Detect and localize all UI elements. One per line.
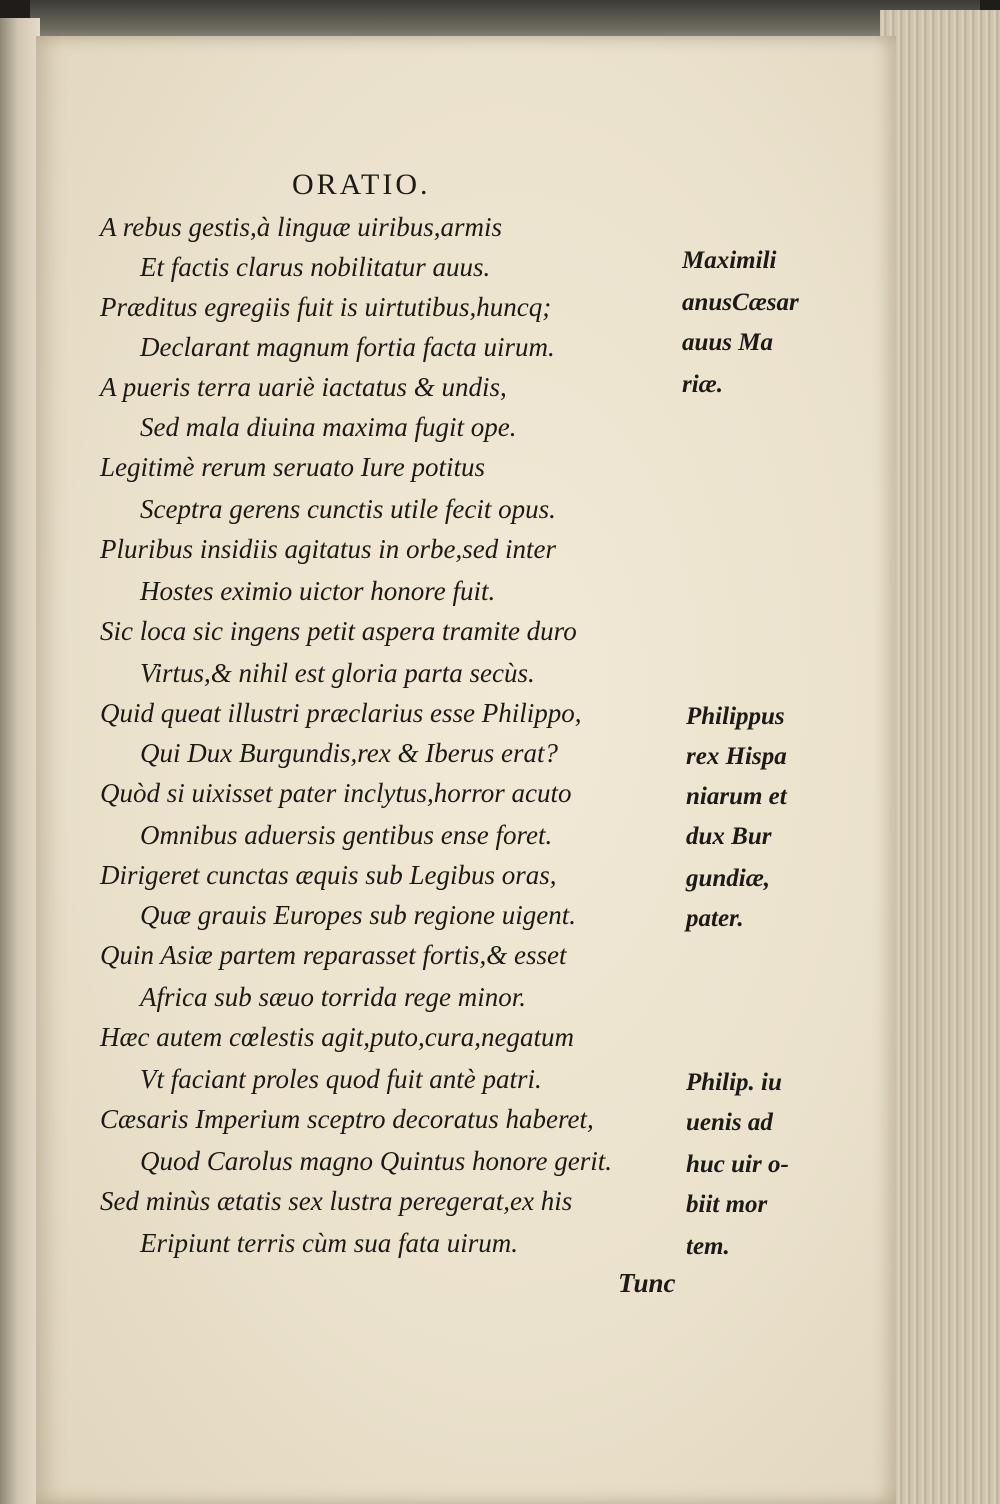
verse-line: Quòd si uixisset pater inclytus,horror acuto xyxy=(100,778,572,808)
verse-line: Quod Carolus magno Quintus honore gerit. xyxy=(140,1146,613,1176)
margin-note: tem. xyxy=(686,1233,730,1260)
margin-note: Maximili xyxy=(682,247,777,274)
verse-line: Declarant magnum fortia facta uirum. xyxy=(140,332,555,362)
margin-note: Philippus xyxy=(686,703,785,730)
verse-line: Præditus egregiis fuit is uirtutibus,huncq; xyxy=(100,292,552,322)
margin-note: huc uir o- xyxy=(686,1151,789,1178)
margin-note: gundiæ, xyxy=(686,865,771,892)
margin-note: auus Ma xyxy=(682,329,774,356)
verse-line: Legitimè rerum seruato Iure potitus xyxy=(100,452,485,482)
verse-line: Hæc autem cœlestis agit,puto,cura,negatum xyxy=(100,1022,574,1052)
verse-line: Omnibus aduersis gentibus ense foret. xyxy=(140,820,553,850)
verse-line: Et factis clarus nobilitatur auus. xyxy=(140,252,491,282)
page-heading: ORATIO. xyxy=(292,168,431,201)
margin-note: rex Hispa xyxy=(686,743,787,770)
verse-line: Quin Asiæ partem reparasset fortis,& esset xyxy=(100,940,567,970)
margin-note: uenis ad xyxy=(686,1109,773,1136)
verse-line: Sceptra gerens cunctis utile fecit opus. xyxy=(140,494,556,524)
verse-line: Eripiunt terris cùm sua fata uirum. xyxy=(140,1228,519,1258)
catchword: Tunc xyxy=(618,1268,676,1298)
verse-line: Vt faciant proles quod fuit antè patri. xyxy=(140,1064,542,1094)
verse-line: Sed minùs ætatis sex lustra peregerat,ex his xyxy=(100,1186,573,1216)
book-fore-edge xyxy=(880,10,1000,1504)
margin-note: Philip. iu xyxy=(686,1069,782,1096)
margin-note: niarum et xyxy=(686,783,787,810)
verse-line: Sed mala diuina maxima fugit ope. xyxy=(140,412,517,442)
verse-line: Virtus,& nihil est gloria parta secùs. xyxy=(140,658,535,688)
verse-line: Cæsaris Imperium sceptro decoratus haberet, xyxy=(100,1104,594,1134)
verse-line: Dirigeret cunctas æquis sub Legibus oras, xyxy=(100,860,557,890)
margin-note: biit mor xyxy=(686,1191,768,1218)
verse-line: Africa sub sæuo torrida rege minor. xyxy=(140,982,527,1012)
verse-line: Quæ grauis Europes sub regione uigent. xyxy=(140,900,576,930)
margin-note: anusCæsar xyxy=(682,289,799,316)
verse-line: A pueris terra uariè iactatus & undis, xyxy=(100,372,507,402)
verse-line: Qui Dux Burgundis,rex & Iberus erat? xyxy=(140,738,558,768)
margin-note: pater. xyxy=(686,905,744,932)
verse-line: Quid queat illustri præclarius esse Philippo, xyxy=(100,698,582,728)
verse-line: Pluribus insidiis agitatus in orbe,sed inter xyxy=(100,534,557,564)
margin-note: dux Bur xyxy=(686,823,772,850)
margin-note: riæ. xyxy=(682,371,723,398)
verse-line: Hostes eximio uictor honore fuit. xyxy=(140,576,496,606)
verse-line: A rebus gestis,à linguæ uiribus,armis xyxy=(100,212,503,242)
left-page-edge xyxy=(0,18,40,1504)
verse-line: Sic loca sic ingens petit aspera tramite duro xyxy=(100,616,577,646)
